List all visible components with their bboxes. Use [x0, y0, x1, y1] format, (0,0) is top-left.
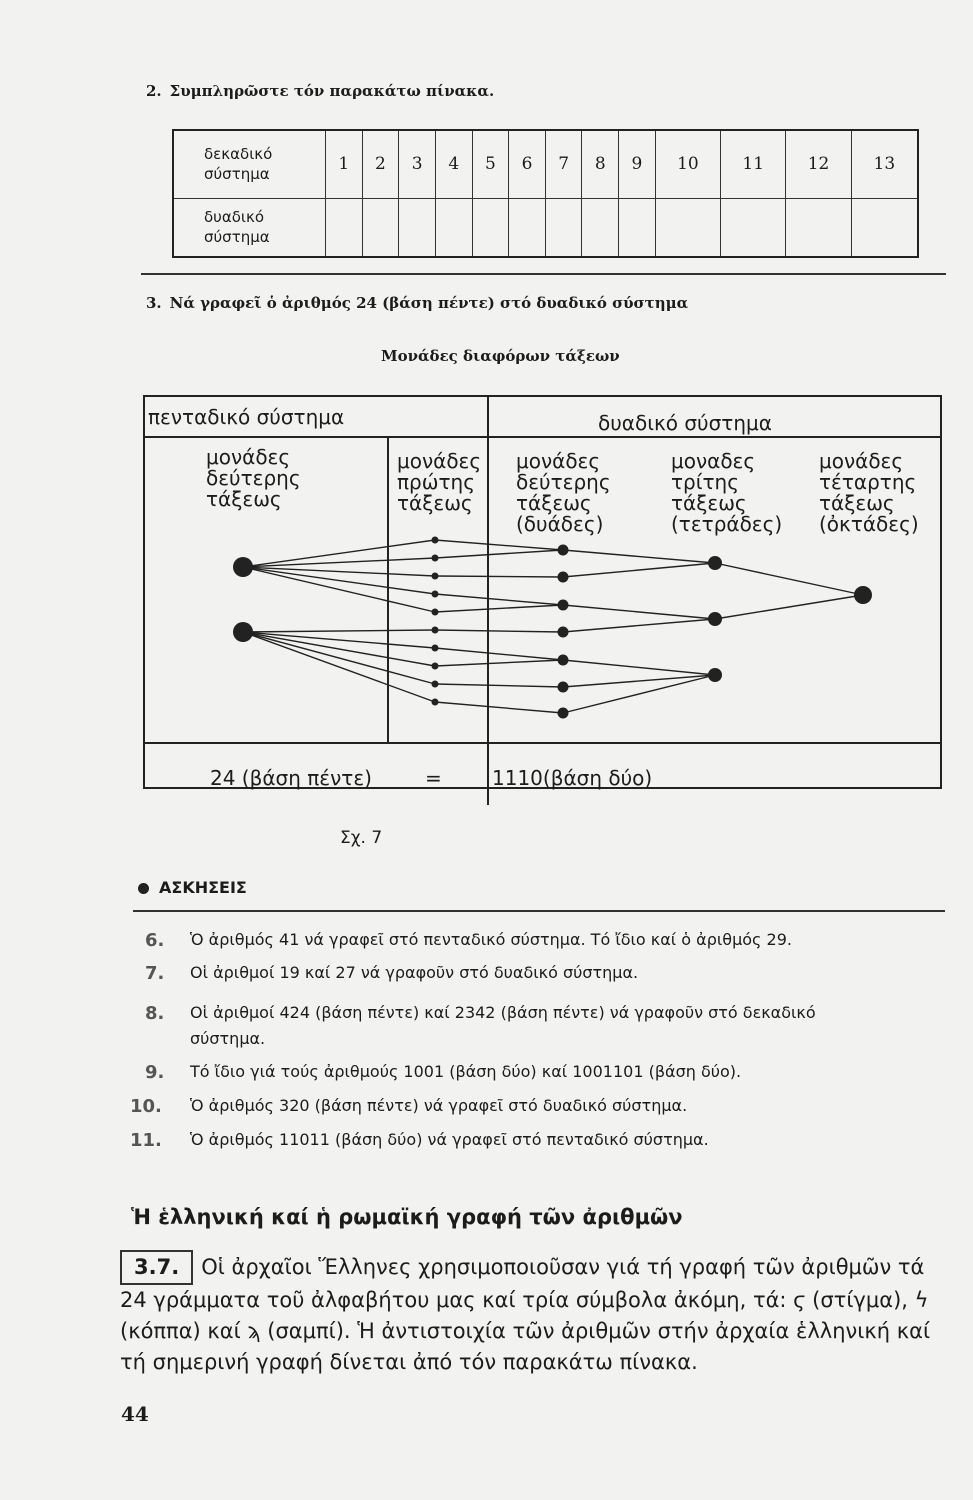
unit-dot — [432, 537, 439, 544]
col-first-order-units: μονάδες πρώτης τάξεως — [397, 449, 482, 515]
connection-line — [435, 660, 563, 666]
connection-line — [563, 550, 715, 563]
table-cell: 12 — [786, 130, 851, 198]
unit-dot — [432, 645, 439, 652]
exercise-number: 2. — [146, 82, 162, 100]
figure-label: Σχ. 7 — [340, 828, 383, 848]
empty-cell — [655, 198, 720, 257]
empty-cell — [362, 198, 399, 257]
unit-dot — [432, 627, 439, 634]
section-number-box: 3.7. — [120, 1250, 193, 1285]
four-dot — [708, 668, 722, 682]
table-cell: 2 — [362, 130, 399, 198]
empty-cell — [619, 198, 656, 257]
connection-line — [563, 563, 715, 577]
decimal-row-label: δεκαδικό σύστημα — [173, 130, 326, 198]
exercise-3-heading — [146, 294, 688, 312]
equals-sign: = — [425, 766, 442, 790]
connection-line — [435, 576, 563, 577]
eight-dot — [854, 586, 872, 604]
connection-line — [435, 684, 563, 687]
table-cell: 10 — [655, 130, 720, 198]
page-number: 44 — [121, 1402, 149, 1426]
binary-row — [173, 198, 918, 257]
connection-line — [563, 619, 715, 632]
section-text: Οἱ ἀρχαῖοι Ἕλληνες χρησιμοποιοῦσαν γιά τή γραφή τῶν ἀριθμῶν τά 24 γράμματα τοῦ ἀλφαβήτου μας καί τρία σύμβολα ἀκόμη, τά: ϛ (στίγμα), ϟ (κόππα) καί ϡ (σαμπί). Ἡ ἀντιστοιχία τῶν ἀριθμῶν στήν ἀρχαία ἑλληνική καί τή σημερινή γραφή δίνεται ἀπό τόν παρακάτω πίνακα. — [120, 1255, 931, 1374]
pair-dot — [558, 682, 569, 693]
conversion-table — [172, 129, 919, 258]
unit-dot — [432, 573, 439, 580]
connection-line — [243, 632, 435, 666]
empty-cell — [545, 198, 582, 257]
empty-cell — [786, 198, 851, 257]
empty-cell — [435, 198, 472, 257]
empty-cell — [472, 198, 509, 257]
exercise-instruction: Συμπληρῶστε τόν παρακάτω πίνακα. — [169, 82, 495, 100]
table-cell: 5 — [472, 130, 509, 198]
pair-dot — [558, 655, 569, 666]
figure-top-caption: Μονάδες διαφόρων τάξεων — [381, 347, 620, 365]
pair-dot — [558, 545, 569, 556]
pair-dot — [558, 600, 569, 611]
connection-line — [435, 648, 563, 660]
empty-cell — [851, 198, 918, 257]
connection-line — [435, 702, 563, 713]
base-five-dot — [233, 622, 253, 642]
table-cell: 8 — [582, 130, 619, 198]
conversion-figure — [143, 395, 943, 810]
empty-cell — [721, 198, 786, 257]
connection-line — [243, 630, 435, 632]
connection-line — [243, 632, 435, 702]
unit-dot — [432, 591, 439, 598]
unit-dot — [432, 681, 439, 688]
unit-dot — [432, 555, 439, 562]
base-five-value: 24 (βάση πέντε) — [210, 766, 372, 790]
four-dot — [708, 612, 722, 626]
section-3-7-paragraph — [120, 1250, 945, 1378]
connection-line — [563, 605, 715, 619]
exercises-heading: ΑΣΚΗΣΕΙΣ — [138, 878, 247, 897]
empty-cell — [326, 198, 363, 257]
empty-cell — [399, 198, 436, 257]
pair-dot — [558, 627, 569, 638]
col-pairs: μονάδες δεύτερης τάξεως (δυάδες) — [516, 449, 611, 536]
connection-line — [435, 594, 563, 605]
unit-dot — [432, 699, 439, 706]
section-title: Ἡ ἑλληνική καί ἡ ρωμαϊκή γραφή τῶν ἀριθμῶν — [131, 1205, 683, 1229]
decimal-row — [173, 130, 918, 198]
unit-dot — [432, 663, 439, 670]
divider — [141, 273, 946, 275]
unit-dots — [233, 537, 872, 719]
table-cell: 4 — [435, 130, 472, 198]
connection-line — [563, 660, 715, 675]
exercise-instruction: Νά γραφεῖ ὁ ἀριθμός 24 (βάση πέντε) στό δυαδικό σύστημα — [169, 294, 689, 312]
connection-line — [435, 630, 563, 632]
exercise-2-heading — [146, 82, 494, 100]
col-eights: μονάδες τέταρτης τάξεως (ὀκτάδες) — [819, 449, 919, 536]
connection-line — [715, 595, 863, 619]
unit-dot — [432, 609, 439, 616]
col-second-order-units: μονάδες δεύτερης τάξεως — [206, 445, 301, 511]
divider — [133, 910, 945, 912]
four-dot — [708, 556, 722, 570]
base-two-value: 1110(βάση δύο) — [492, 766, 653, 790]
exercise-number: 3. — [146, 294, 162, 312]
table-cell: 7 — [545, 130, 582, 198]
left-header: πενταδικό σύστημα — [148, 405, 345, 429]
table-cell: 9 — [619, 130, 656, 198]
table-cell: 6 — [509, 130, 546, 198]
empty-cell — [509, 198, 546, 257]
col-fours: μοναδες τρίτης τάξεως (τετράδες) — [671, 449, 783, 536]
table-cell: 13 — [851, 130, 918, 198]
connection-line — [435, 605, 563, 612]
connection-line — [435, 540, 563, 550]
pair-dot — [558, 708, 569, 719]
binary-row-label: δυαδικό σύστημα — [173, 198, 326, 257]
empty-cell — [582, 198, 619, 257]
table-cell: 11 — [721, 130, 786, 198]
bullet-icon — [138, 883, 149, 894]
connection-lines — [243, 540, 863, 713]
table-cell: 1 — [326, 130, 363, 198]
connection-line — [435, 550, 563, 558]
connection-line — [715, 563, 863, 595]
right-header: δυαδικό σύστημα — [598, 411, 772, 435]
base-five-dot — [233, 557, 253, 577]
table-cell: 3 — [399, 130, 436, 198]
pair-dot — [558, 572, 569, 583]
